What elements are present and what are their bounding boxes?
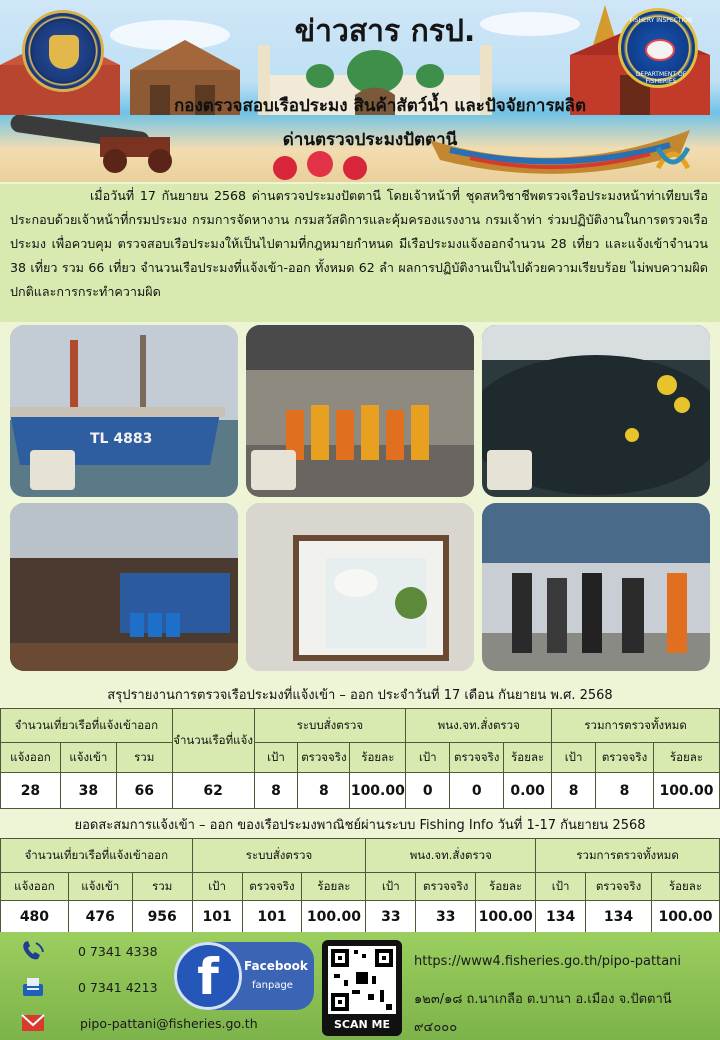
cell-tot-percent: 100.00 [651, 901, 719, 933]
col-target: เป้า [192, 873, 242, 901]
cell-off-target: 33 [366, 901, 416, 933]
qr-code-icon [328, 946, 396, 1014]
header-trips: จำนวนเที่ยวเรือที่แจ้งเข้าออก [1, 709, 173, 743]
photo-fish-hold-ice [246, 503, 474, 671]
photo-officers-on-pier [482, 503, 710, 671]
header-total: รวมการตรวจทั้งหมด [552, 709, 720, 743]
address-line-2: ๙๔๐๐๐ [414, 1020, 458, 1035]
col-percent: ร้อยละ [651, 873, 719, 901]
header-system: ระบบสั่งตรวจ [254, 709, 406, 743]
cell-in: 476 [68, 901, 132, 933]
table-subheader-row [1, 743, 720, 773]
col-target: เป้า [406, 743, 450, 773]
cell-sys-percent: 100.00 [302, 901, 366, 933]
col-target: เป้า [536, 873, 586, 901]
table-row [1, 773, 720, 809]
col-actual: ตรวจจริง [586, 873, 652, 901]
badge-top-text: FISHERY INSPECTION [629, 17, 693, 24]
cell-off-target: 0 [406, 773, 450, 809]
table-header-row [1, 709, 720, 743]
cumulative-summary-title: ยอดสะสมการแจ้งเข้า – ออก ของเรือประมงพาณิชย์ผ่านระบบ Fishing Info วันที่ 1-17 กันยายน 2568 [74, 818, 646, 833]
department-of-fisheries-seal-icon [22, 10, 104, 92]
cell-boats: 62 [172, 773, 254, 809]
cannon-illustration [10, 115, 190, 175]
col-sum: รวม [132, 873, 192, 901]
cell-tot-actual: 134 [586, 901, 652, 933]
header-total: รวมการตรวจทั้งหมด [536, 839, 720, 873]
daily-summary-table [0, 708, 720, 809]
svg-text:TL 4883: TL 4883 [90, 431, 153, 447]
col-target: เป้า [366, 873, 416, 901]
contact-footer [0, 932, 720, 1040]
facebook-label: Facebook [244, 959, 308, 973]
col-percent: ร้อยละ [653, 743, 719, 773]
col-target: เป้า [552, 743, 596, 773]
cell-sys-target: 8 [254, 773, 298, 809]
table-header-row [1, 839, 720, 873]
photo-fishing-nets [482, 325, 710, 497]
cell-tot-target: 8 [552, 773, 596, 809]
col-actual: ตรวจจริง [298, 743, 350, 773]
photo-fishing-boat-hull [10, 325, 238, 497]
col-actual: ตรวจจริง [242, 873, 302, 901]
fax-icon [20, 976, 46, 998]
col-actual: ตรวจจริง [450, 743, 504, 773]
col-out: แจ้งออก [1, 743, 61, 773]
article-paragraph: เมื่อวันที่ 17 กันยายน 2568 ด่านตรวจประมงปัตตานี โดยเจ้าหน้าที่ ชุดสหวิชาชีพตรวจเรือประมงหน้าท่าเทียบเรือ ประกอบด้วยเจ้าหน้าที่กรมประมง กรมการจัดหางาน กรมสวัสดิการและคุ้มครองแรงงาน กรมเจ้าท่า ร่วมปฏิบัติงานในการตรวจเรือประมง เพื่อควบคุม ตรวจสอบเรือประมงให้เป็นไปตามที่กฎหมายกำหนด มีเรือประมงแจ้งออกจำนวน 28 เที่ยว และแจ้งเข้าจำนวน 38 เที่ยว รวม 66 เที่ยว จำนวนเรือประมงที่แจ้งเข้า-ออก ทั้งหมด 62 ลำ ผลการปฏิบัติงานเป็นไปด้วยความเรียบร้อย ไม่พบความผิดปกติและการกระทำความผิด [10, 188, 708, 299]
header-system: ระบบสั่งตรวจ [192, 839, 366, 873]
email-address[interactable]: pipo-pattani@fisheries.go.th [80, 1016, 258, 1031]
ribbon-logo-icon [650, 140, 696, 176]
article-body [0, 184, 720, 322]
checkpoint-name: ด่านตรวจประมงปัตตานี [282, 130, 458, 150]
header-trips: จำนวนเที่ยวเรือที่แจ้งเข้าออก [1, 839, 193, 873]
cell-sum: 956 [132, 901, 192, 933]
qr-scan-label: SCAN ME [333, 1018, 390, 1031]
facebook-fanpage-button[interactable] [174, 942, 314, 1010]
phone-number[interactable]: 0 7341 4338 [78, 944, 158, 959]
col-out: แจ้งออก [1, 873, 69, 901]
cell-sys-target: 101 [192, 901, 242, 933]
facebook-icon: f [174, 942, 242, 1010]
newsletter-title: ข่าวสาร กรป. [294, 14, 476, 49]
col-sum: รวม [116, 743, 172, 773]
photo-boat-deck [10, 503, 238, 671]
cell-off-percent: 100.00 [476, 901, 536, 933]
news-banner-header [0, 0, 720, 182]
col-percent: ร้อยละ [476, 873, 536, 901]
cell-sys-actual: 8 [298, 773, 350, 809]
cumulative-summary-table [0, 838, 720, 933]
table-row [1, 901, 720, 933]
cell-sum: 66 [116, 773, 172, 809]
col-percent: ร้อยละ [350, 743, 406, 773]
table-subheader-row [1, 873, 720, 901]
cell-off-actual: 0 [450, 773, 504, 809]
cell-tot-actual: 8 [596, 773, 654, 809]
col-actual: ตรวจจริง [596, 743, 654, 773]
cell-off-actual: 33 [416, 901, 476, 933]
col-percent: ร้อยละ [504, 743, 552, 773]
photo-crew-inspection-group [246, 325, 474, 497]
col-target: เป้า [254, 743, 298, 773]
fax-number[interactable]: 0 7341 4213 [78, 980, 158, 995]
cell-off-percent: 0.00 [504, 773, 552, 809]
col-percent: ร้อยละ [302, 873, 366, 901]
qr-code-card[interactable] [322, 940, 402, 1036]
cell-out: 480 [1, 901, 69, 933]
daily-summary-title: สรุปรายงานการตรวจเรือประมงที่แจ้งเข้า – ออก ประจำวันที่ 17 เดือน กันยายน พ.ศ. 2568 [107, 688, 613, 703]
cell-in: 38 [60, 773, 116, 809]
col-actual: ตรวจจริง [416, 873, 476, 901]
cell-sys-percent: 100.00 [350, 773, 406, 809]
website-link[interactable]: https://www4.fisheries.go.th/pipo-pattani [414, 954, 682, 969]
col-in: แจ้งเข้า [60, 743, 116, 773]
division-name: กองตรวจสอบเรือประมง สินค้าสัตว์น้ำ และปัจจัยการผลิต [173, 96, 587, 116]
fish-emblem-icon [645, 39, 675, 61]
phone-icon [20, 940, 46, 962]
col-in: แจ้งเข้า [68, 873, 132, 901]
hibiscus-flowers-illustration [265, 150, 375, 180]
fishery-inspection-badge-icon [618, 8, 698, 88]
cell-tot-percent: 100.00 [653, 773, 719, 809]
badge-bottom-text: DEPARTMENT OF FISHERIES [635, 71, 687, 85]
facebook-sub: fanpage [252, 980, 293, 991]
header-officer: พนง.จท.สั่งตรวจ [366, 839, 536, 873]
address-line-1: ๑๒๓/๑๘ ถ.นาเกลือ ต.บานา อ.เมือง จ.ปัตตานี [414, 992, 672, 1007]
header-officer: พนง.จท.สั่งตรวจ [406, 709, 552, 743]
cell-sys-actual: 101 [242, 901, 302, 933]
cell-tot-target: 134 [536, 901, 586, 933]
email-icon [20, 1012, 46, 1034]
cell-out: 28 [1, 773, 61, 809]
header-boats: จำนวนเรือที่แจ้ง [172, 709, 254, 773]
